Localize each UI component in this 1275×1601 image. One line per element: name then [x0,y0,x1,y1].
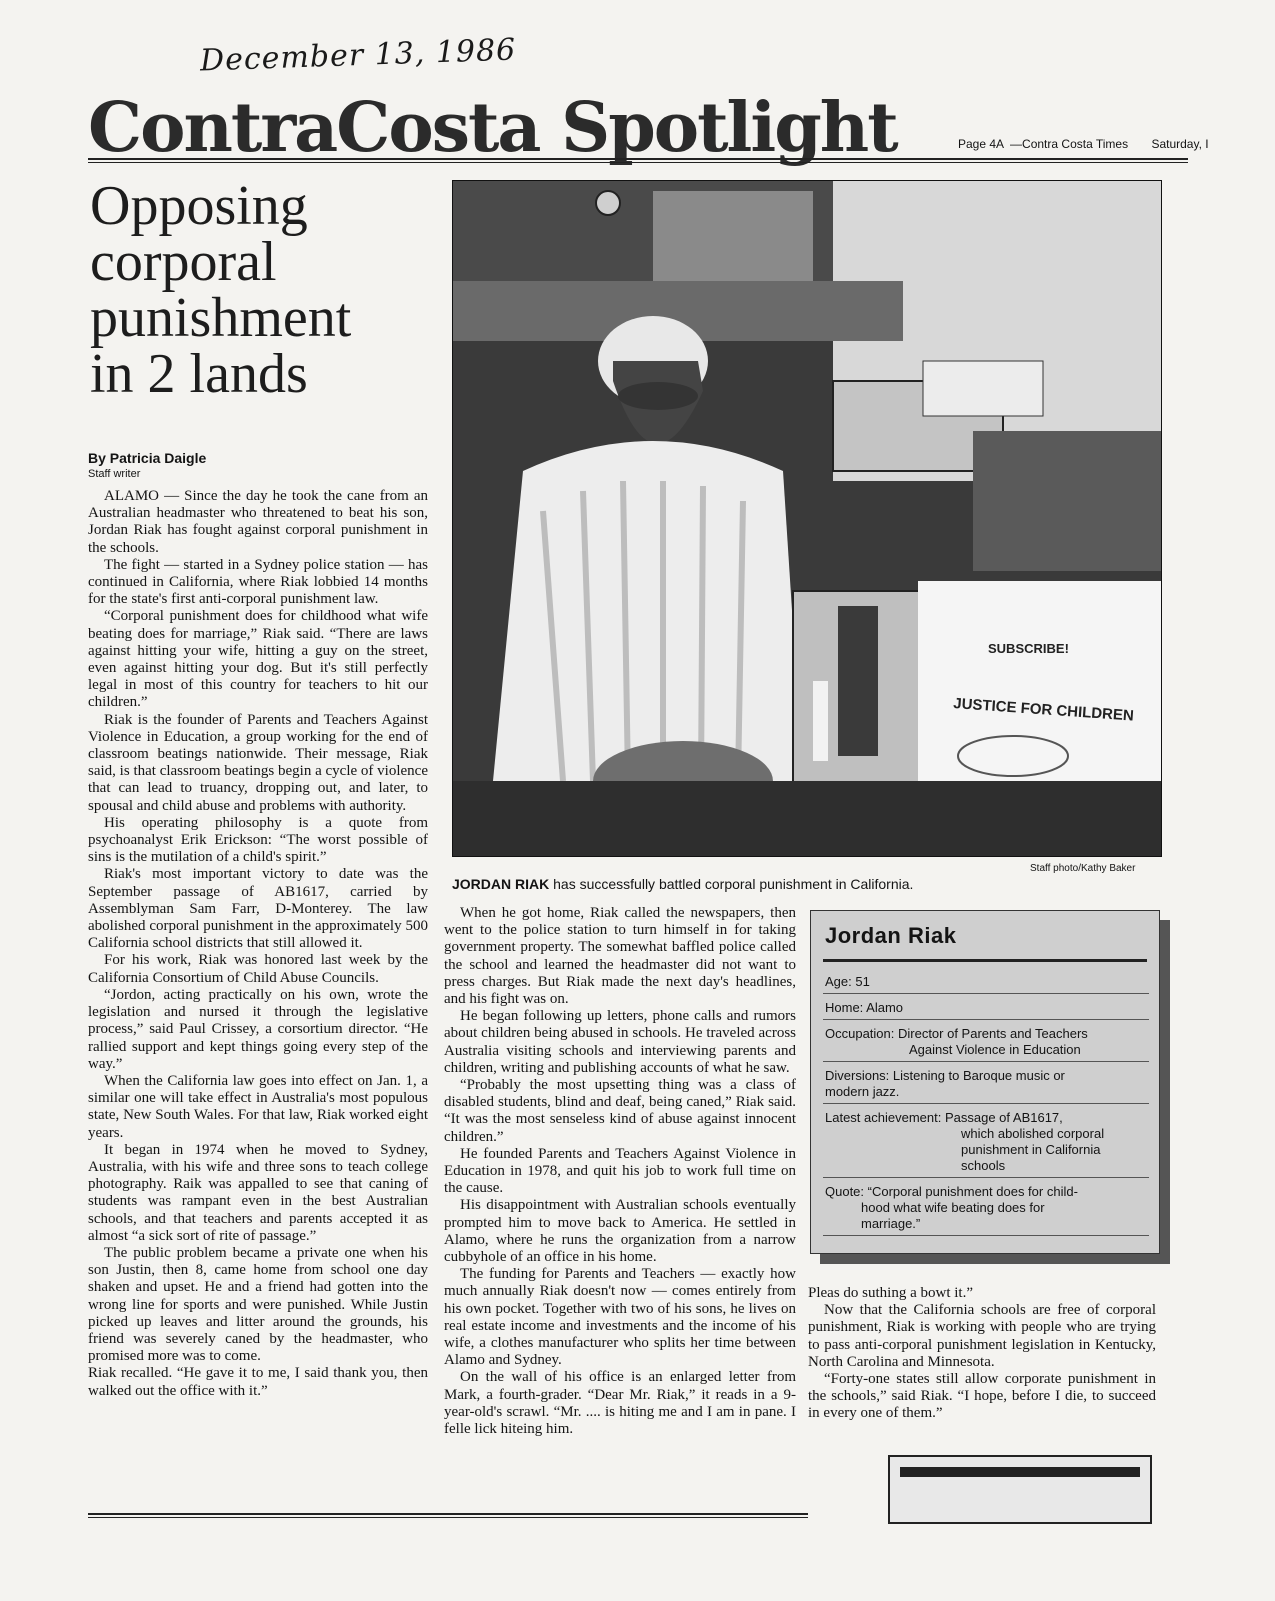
paragraph: He began following up letters, phone calls and rumors about children being abused in schools. He traveled across Australia visiting schools and interviewing parents and children, writing and publishing accounts of what he saw. [444,1008,796,1076]
factbox-quote [823,1181,1149,1236]
headline-line-4: in 2 lands [90,343,308,405]
paragraph: When he got home, Riak called the newspapers, then went to the police station to turn himself in for taking government property. The somewhat baffled police called the school and learned the headmaster did not want to press charges. But Riak made the next day's headlines, and his fight was on. [444,905,796,1008]
sign-justice: JUSTICE FOR CHILDREN [952,695,1135,725]
article-photo [452,180,1162,857]
article-column-1 [88,488,428,1400]
factbox-title: Jordan Riak [825,923,957,948]
factbox-quote-line: Quote: “Corporal punishment does for child- [825,1184,1078,1199]
paragraph: “Corporal punishment does for childhood what wife beating does for marriage,” Riak said. “There are laws against hitting your wife, hitting a guy on the street, even against hitting your dog. But it's still perfectly legal in most of this country for teachers to hit our children.” [88,608,428,711]
factbox-home-text: Home: Alamo [825,1000,904,1015]
caption-name: JORDAN RIAK [452,876,550,892]
byline: By Patricia Daigle [88,450,207,466]
factbox-achievement-line: which abolished corporal [961,1126,1105,1141]
factbox-rule [823,959,1147,962]
paragraph: His operating philosophy is a quote from psychoanalyst Erik Erickson: “The worst possible of sins is the mutilation of a child's spirit.” [88,814,428,866]
masthead-rule [88,158,1188,160]
paragraph: On the wall of his office is an enlarged letter from Mark, a fourth-grader. “Dear Mr. Riak,” it reads in a 9-year-old's scrawl. “Mr. .... is hiting me and I am in pane. I felle lick hiteing him. [444,1369,796,1438]
bottom-rule [88,1513,808,1515]
paragraph: It began in 1974 when he moved to Sydney, Australia, with his wife and three sons to teach college photography. Raik was appalled to see that caning of students was rampant even in the best Australian schools, and that teachers and parents accepted it as almost “a sick sort of rite of passage.” [88,1141,428,1244]
sign-subscribe: SUBSCRIBE! [988,641,1069,656]
article-column-3 [808,1285,1156,1423]
factbox-occupation-line: Occupation: Director of Parents and Teachers [825,1026,1088,1041]
headline-line-1: Opposing [90,175,308,237]
headline-line-3: punishment [90,287,352,349]
masthead-rule-thin [88,162,1188,163]
photo-caption [452,876,913,892]
next-article-rule [900,1467,1140,1522]
headline [90,175,450,405]
paragraph: The fight — started in a Sydney police station — has continued in California, where Riak lobbied 14 months for the state's first anti-corporal punishment law. [88,556,428,608]
paragraph: His disappointment with Australian schools eventually prompted him to move back to America. He settled in Alamo, where he runs the organization from a narrow cubbyhole of an office in his home. [444,1197,796,1266]
page-info [958,137,1215,151]
paragraph: The funding for Parents and Teachers — exactly how much annually Riak doesn't now — comes entirely from his own pocket. Together with two of his sons, he lives on real estate income and investments and the income of his wife, a clothes manufacturer who splits her time between Alamo and Sydney. [444,1266,796,1369]
clock-icon [596,191,620,215]
bottom-rule-thin [88,1517,808,1518]
page-number: Page 4A [958,137,1005,151]
factbox-diversions-line: modern jazz. [825,1084,900,1099]
headline-line-2: corporal [90,231,277,293]
factbox-age-text: Age: 51 [825,974,870,989]
paragraph: “Jordon, acting practically on his own, wrote the legislation and nursed it through the legislative process,” said Paul Crissey, a corsortium director. “He rallied support and kept things going every step of the way.” [88,986,428,1072]
factbox-achievement-line: punishment in California [961,1142,1101,1157]
factbox-quote-line: hood what wife beating does for [861,1200,1045,1215]
factbox-diversions-line: Diversions: Listening to Baroque music or [825,1068,1065,1083]
caption-text: has successfully battled corporal punishment in California. [549,876,914,892]
masthead: ContraCosta Spotlight [88,88,897,168]
paragraph: Pleas do suthing a bowt it.” [808,1285,973,1301]
paragraph: Riak recalled. “He gave it to me, I said thank you, then walked out the office with it.” [88,1365,428,1399]
paragraph: Riak's most important victory to date was the September passage of AB1617, carried by Assemblyman Sam Farr, D-Monterey. The law abolished corporal punishment in the approximately 500 California school districts that still allowed it. [88,866,428,952]
paper-name: —Contra Costa Times [1010,137,1129,151]
paragraph: The public problem became a private one when his son Justin, then 8, came home from school one day shaken and upset. He and a friend had gotten into the wrong line for sports and were punished. While Justin picked up leaves and litter around the grounds, his friend was severely caned by the headmaster, who promised more was to come. [88,1244,428,1365]
paragraph: “Forty-one states still allow corporate punishment in the schools,” said Riak. “I hope, before I die, to succeed in every one of them.” [808,1371,1156,1422]
page-day: Saturday, I [1151,137,1209,151]
paragraph: When the California law goes into effect on Jan. 1, a similar one will take effect in Australia's most populous state, New South Wales. For that law, Riak worked eight years. [88,1072,428,1141]
factbox-achievement-line: Latest achievement: Passage of AB1617, [825,1110,1063,1125]
paragraph: Now that the California schools are free of corporal punishment, Riak is working with people who are trying to pass anti-corporal punishment legislation in Kentucky, North Carolina and Minnesota. [808,1302,1156,1370]
factbox-achievement [823,1107,1149,1178]
handwritten-date: December 13, 1986 [199,32,517,79]
paragraph: ALAMO — Since the day he took the cane from an Australian headmaster who threatened to beat his son, Jordan Riak has fought against corporal punishment in the schools. [88,488,428,556]
byline-role: Staff writer [88,468,141,480]
paragraph: Riak is the founder of Parents and Teachers Against Violence in Education, a group working for the end of classroom beatings nationwide. Their message, Riak said, is that classroom beatings begin a cycle of violence that can lead to truancy, dropping out, and later, to spousal and child abuse and problems with authority. [88,711,428,814]
factbox-occupation-line: Against Violence in Education [909,1042,1081,1057]
paragraph: “Probably the most upsetting thing was a class of disabled students, blind and deaf, being caned,” Riak said. “It was the most senseless kind of abuse against innocent children.” [444,1077,796,1145]
next-article-block [888,1455,1152,1524]
photo-illustration [453,181,1161,856]
factbox-achievement-line: schools [961,1158,1006,1173]
paragraph: He founded Parents and Teachers Against Violence in Education in 1978, and quit his job to work full time on the cause. [444,1145,796,1197]
factbox-home [823,997,1149,1020]
factbox-occupation [823,1023,1149,1062]
fact-box [810,910,1160,1254]
factbox-diversions [823,1065,1149,1104]
factbox-age [823,971,1149,994]
factbox-quote-line: marriage.” [861,1216,921,1231]
paragraph: For his work, Riak was honored last week by the California Consortium of Child Abuse Councils. [88,952,428,986]
article-column-2 [444,905,796,1438]
photo-credit: Staff photo/Kathy Baker [1030,863,1136,874]
